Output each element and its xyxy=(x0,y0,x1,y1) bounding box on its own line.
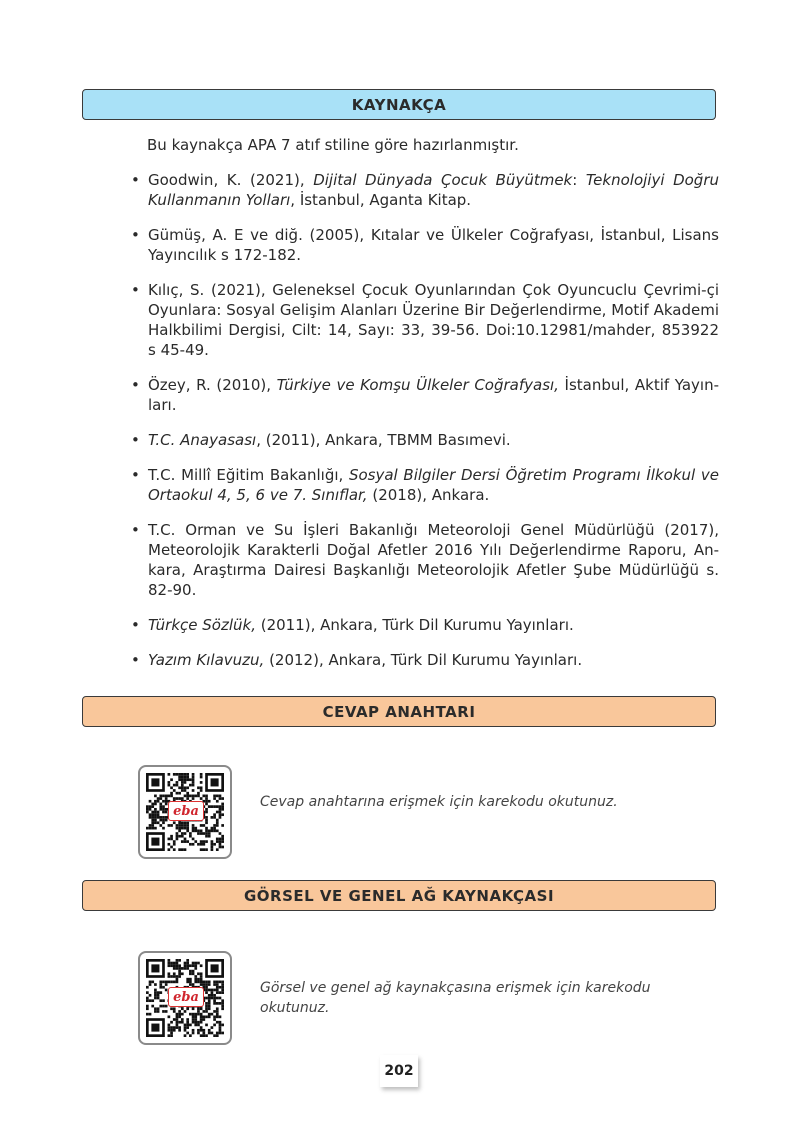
reference-item xyxy=(131,650,719,670)
eba-logo: eba xyxy=(168,801,204,821)
reference-text: Kılıç, S. (2021), Geleneksel Çocuk Oyunlarından Çok Oyuncuclu Çevrimi-çi Oyunlara: Sosyal Gelişim Alanları Üzerine Bir Değerlendirme, Motif Akademi Halkbilimi Dergisi, Cilt: 14, Sayı: 33, 39-56. Doi:10.12981/mahder, 853922 s 45-49. xyxy=(148,281,719,359)
reference-item xyxy=(131,225,719,265)
reference-item xyxy=(131,465,719,505)
reference-item xyxy=(131,430,719,450)
reference-text: T.C. Orman ve Su İşleri Bakanlığı Meteoroloji Genel Müdürlüğü (2017), Meteorolojik Karakterli Doğal Afetler 2016 Yılı Değerlendirme Raporu, An-kara, Araştırma Dairesi Başkanlığı Meteorolojik Afetler Şube Müdürlüğü s. 82-90. xyxy=(148,521,719,599)
reference-text: , (2011), Ankara, TBMM Basımevi. xyxy=(256,431,511,449)
reference-text: İstanbul, Aktif Yayın-ları. xyxy=(148,376,719,414)
cevap-qr-code[interactable] xyxy=(138,765,232,859)
reference-item xyxy=(131,375,719,415)
reference-text: Özey, R. (2010), xyxy=(148,376,277,394)
reference-item xyxy=(131,170,719,210)
reference-italic-text: Türkçe Sözlük, xyxy=(148,616,256,634)
gorsel-qr-instruction: Görsel ve genel ağ kaynakçasına erişmek için karekodu okutunuz. xyxy=(260,980,651,1016)
reference-text: : xyxy=(572,171,586,189)
reference-item xyxy=(131,520,719,600)
reference-item xyxy=(131,280,719,360)
cevap-anahtari-heading: CEVAP ANAHTARI xyxy=(82,696,716,727)
reference-list xyxy=(131,170,719,685)
reference-text: Goodwin, K. (2021), xyxy=(148,171,314,189)
reference-text: T.C. Millî Eğitim Bakanlığı, xyxy=(148,466,349,484)
reference-text: (2011), Ankara, Türk Dil Kurumu Yayınları. xyxy=(255,616,574,634)
reference-italic-text: Dijital Dünyada Çocuk Büyütmek xyxy=(313,171,573,189)
gorsel-kaynakca-heading: GÖRSEL VE GENEL AĞ KAYNAKÇASI xyxy=(82,880,716,911)
reference-italic-text: Sosyal Bilgiler Dersi Öğretim Programı İlkokul ve Ortaokul 4, 5, 6 ve 7. Sınıflar, xyxy=(148,466,719,504)
reference-italic-text: Türkiye ve Komşu Ülkeler Coğrafyası, xyxy=(276,376,559,394)
reference-text: (2012), Ankara, Türk Dil Kurumu Yayınları. xyxy=(264,651,583,669)
reference-italic-text: T.C. Anayasası xyxy=(148,431,257,449)
cevap-qr-instruction: Cevap anahtarına erişmek için karekodu okutunuz. xyxy=(260,794,618,810)
reference-italic-text: Teknolojiyi Doğru Kullanmanın Yolları xyxy=(148,171,720,209)
gorsel-qr-code[interactable] xyxy=(138,951,232,1045)
kaynakca-heading: KAYNAKÇA xyxy=(82,89,716,120)
page-number: 202 xyxy=(380,1055,418,1087)
reference-italic-text: Yazım Kılavuzu, xyxy=(148,651,265,669)
kaynakca-intro: Bu kaynakça APA 7 atıf stiline göre hazırlanmıştır. xyxy=(147,136,519,154)
reference-text: (2018), Ankara. xyxy=(367,486,490,504)
eba-logo: eba xyxy=(168,987,204,1007)
reference-text: Gümüş, A. E ve diğ. (2005), Kıtalar ve Ülkeler Coğrafyası, İstanbul, Lisans Yayıncılık s 172-182. xyxy=(148,226,719,264)
reference-text: , İstanbul, Aganta Kitap. xyxy=(290,191,472,209)
reference-item xyxy=(131,615,719,635)
